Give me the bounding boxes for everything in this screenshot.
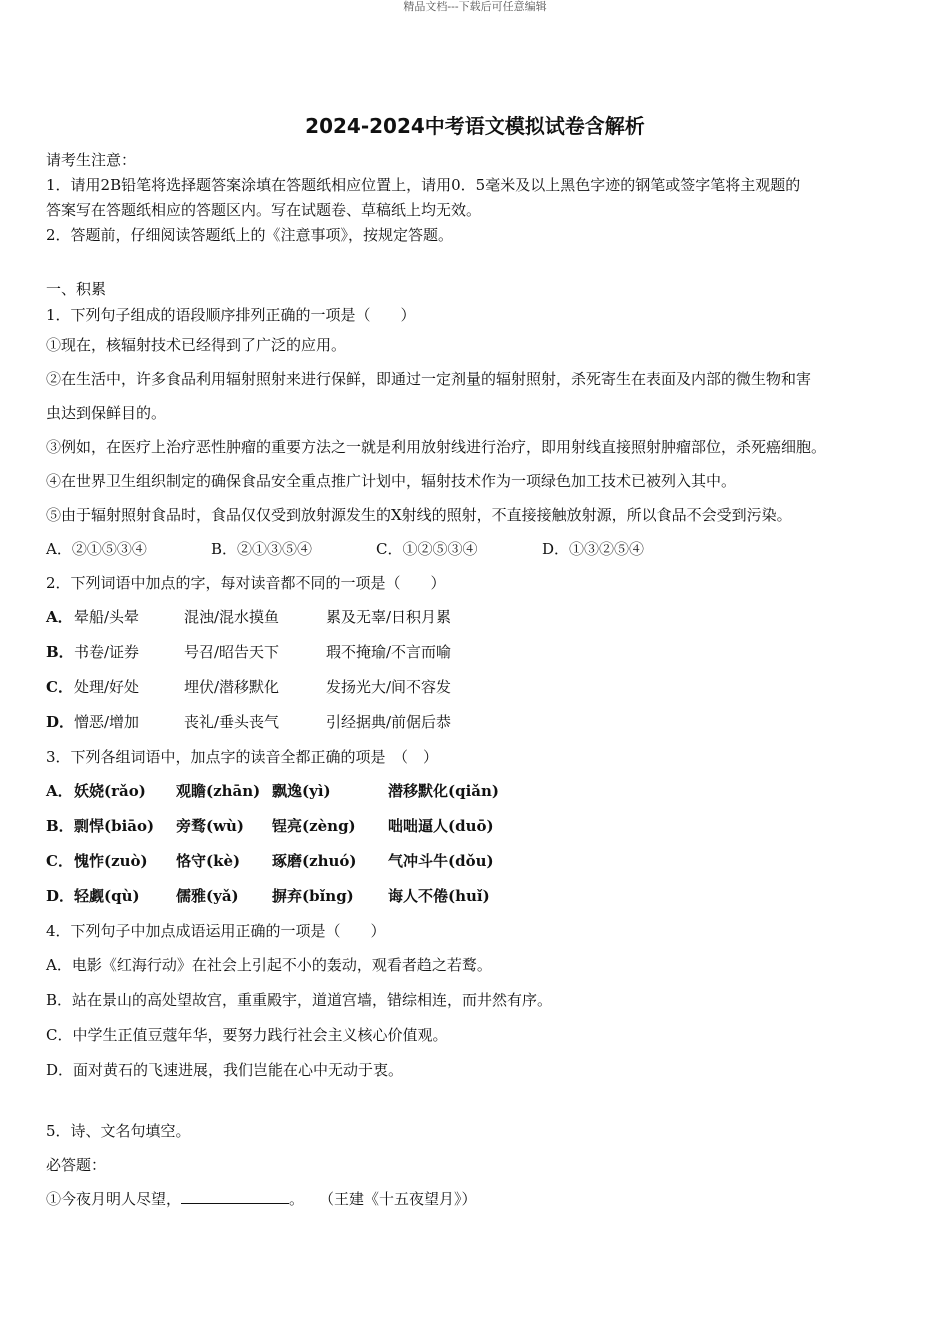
- option-d[interactable]: D．面对黄石的飞速进展，我们岂能在心中无动于衷。: [46, 1061, 404, 1079]
- option-row[interactable]: [46, 705, 926, 740]
- word-pinyin: 旁骛(wù): [176, 817, 245, 835]
- option-key: C．: [46, 852, 73, 870]
- option-row[interactable]: [46, 809, 926, 844]
- document-body: [46, 148, 926, 1216]
- option-row[interactable]: [46, 774, 926, 809]
- word-pinyin: 咄咄逼人(duō): [388, 817, 494, 835]
- word-pair: 晕船/头晕: [74, 608, 140, 626]
- option-row[interactable]: [46, 600, 926, 635]
- word-pinyin: 摒弃(bǐng): [272, 887, 354, 905]
- page-header: 精品文档---下载后可任意编辑: [403, 0, 547, 13]
- option-a[interactable]: A．②①⑤③④: [46, 540, 147, 558]
- sentence-item: 虫达到保鲜目的。: [46, 404, 167, 422]
- word-pinyin: 愧怍(zuò): [74, 852, 148, 870]
- question-2: [46, 566, 926, 740]
- option-c[interactable]: C．中学生正值豆蔻年华，要努力践行社会主义核心价值观。: [46, 1026, 448, 1044]
- verse-source: 。 （王建《十五夜望月》）: [289, 1190, 477, 1208]
- fill-blank-item: [46, 1182, 926, 1216]
- section-heading: 一、积累: [46, 280, 107, 298]
- option-c[interactable]: C．①②⑤③④: [376, 540, 478, 558]
- answer-blank[interactable]: [181, 1189, 289, 1204]
- word-pair: 书卷/证券: [74, 643, 140, 661]
- option-key: B．: [46, 817, 74, 835]
- option-b[interactable]: B．②①③⑤④: [211, 540, 313, 558]
- option-row[interactable]: [46, 844, 926, 879]
- question-4: [46, 914, 926, 1088]
- word-pair: 憎恶/增加: [74, 713, 140, 731]
- notice-block: [46, 148, 926, 248]
- word-pinyin: 飘逸(yì): [272, 782, 331, 800]
- required-label: 必答题：: [46, 1156, 107, 1174]
- option-d[interactable]: D．①③②⑤④: [542, 540, 645, 558]
- option-b[interactable]: B．站在景山的高处望故宫，重重殿宇，道道宫墙，错综相连，而井然有序。: [46, 991, 553, 1009]
- notice-line: 1．请用2B铅笔将选择题答案涂填在答题纸相应位置上，请用0．5毫米及以上黑色字迹的钢笔或签字笔将主观题的: [46, 176, 801, 194]
- option-key: A．: [46, 782, 73, 800]
- option-row[interactable]: [46, 670, 926, 705]
- option-row[interactable]: [46, 635, 926, 670]
- word-pinyin: 剽悍(biāo): [74, 817, 155, 835]
- sentence-item: ①现在，核辐射技术已经得到了广泛的应用。: [46, 336, 347, 354]
- question-5: [46, 1114, 926, 1216]
- page-title: 2024-2024中考语文模拟试卷含解析: [305, 114, 645, 138]
- word-pair: 瑕不掩瑜/不言而喻: [326, 643, 452, 661]
- word-pinyin: 潜移默化(qiǎn): [388, 782, 500, 800]
- word-pair: 处理/好处: [74, 678, 140, 696]
- notice-heading: 请考生注意：: [46, 151, 137, 169]
- word-pair: 混浊/混水摸鱼: [184, 608, 280, 626]
- question-stem: 3．下列各组词语中，加点字的读音全都正确的项是 （ ）: [46, 748, 439, 766]
- option-a[interactable]: A．电影《红海行动》在社会上引起不小的轰动，观看者趋之若鹜。: [46, 956, 492, 974]
- question-3: [46, 740, 926, 914]
- word-pair: 号召/昭告天下: [184, 643, 280, 661]
- option-key: A．: [46, 608, 73, 626]
- word-pinyin: 妖娆(rǎo): [74, 782, 146, 800]
- question-stem: 4．下列句子中加点成语运用正确的一项是（ ）: [46, 922, 386, 940]
- word-pair: 累及无辜/日积月累: [326, 608, 452, 626]
- question-1: [46, 302, 926, 566]
- option-key: C．: [46, 678, 73, 696]
- word-pinyin: 轻觑(qù): [74, 887, 140, 905]
- notice-line: 答案写在答题纸相应的答题区内。写在试题卷、草稿纸上均无效。: [46, 201, 482, 219]
- sentence-item: ④在世界卫生组织制定的确保食品安全重点推广计划中，辐射技术作为一项绿色加工技术已被列入其中。: [46, 472, 737, 490]
- word-pinyin: 观瞻(zhān): [176, 782, 261, 800]
- word-pair: 丧礼/垂头丧气: [184, 713, 280, 731]
- option-key: D．: [46, 713, 75, 731]
- sentence-item: ②在生活中，许多食品利用辐射照射来进行保鲜，即通过一定剂量的辐射照射，杀死寄生在表面及内部的微生物和害: [46, 370, 812, 388]
- word-pair: 埋伏/潜移默化: [184, 678, 280, 696]
- word-pair: 发扬光大/间不容发: [326, 678, 452, 696]
- word-pinyin: 恪守(kè): [176, 852, 241, 870]
- word-pinyin: 诲人不倦(huǐ): [388, 887, 490, 905]
- answer-options: [46, 532, 926, 566]
- sentence-item: ⑤由于辐射照射食品时，食品仅仅受到放射源发生的X射线的照射，不直接接触放射源，所以食品不会受到污染。: [46, 506, 792, 524]
- word-pinyin: 儒雅(yǎ): [176, 887, 239, 905]
- option-row[interactable]: [46, 879, 926, 914]
- question-stem: 1．下列句子组成的语段顺序排列正确的一项是（ ）: [46, 306, 416, 324]
- word-pinyin: 气冲斗牛(dǒu): [388, 852, 494, 870]
- option-key: B．: [46, 643, 74, 661]
- verse-text: ①今夜月明人尽望，: [46, 1190, 182, 1208]
- word-pair: 引经据典/前倨后恭: [326, 713, 452, 731]
- sentence-item: ③例如，在医疗上治疗恶性肿瘤的重要方法之一就是利用放射线进行治疗，即用射线直接照射肿瘤部位，杀死癌细胞。: [46, 438, 827, 456]
- option-key: D．: [46, 887, 75, 905]
- question-stem: 2．下列词语中加点的字，每对读音都不同的一项是（ ）: [46, 574, 446, 592]
- word-pinyin: 琢磨(zhuó): [272, 852, 357, 870]
- notice-line: 2．答题前，仔细阅读答题纸上的《注意事项》，按规定答题。: [46, 226, 454, 244]
- question-stem: 5．诗、文名句填空。: [46, 1122, 191, 1140]
- word-pinyin: 锃亮(zèng): [272, 817, 356, 835]
